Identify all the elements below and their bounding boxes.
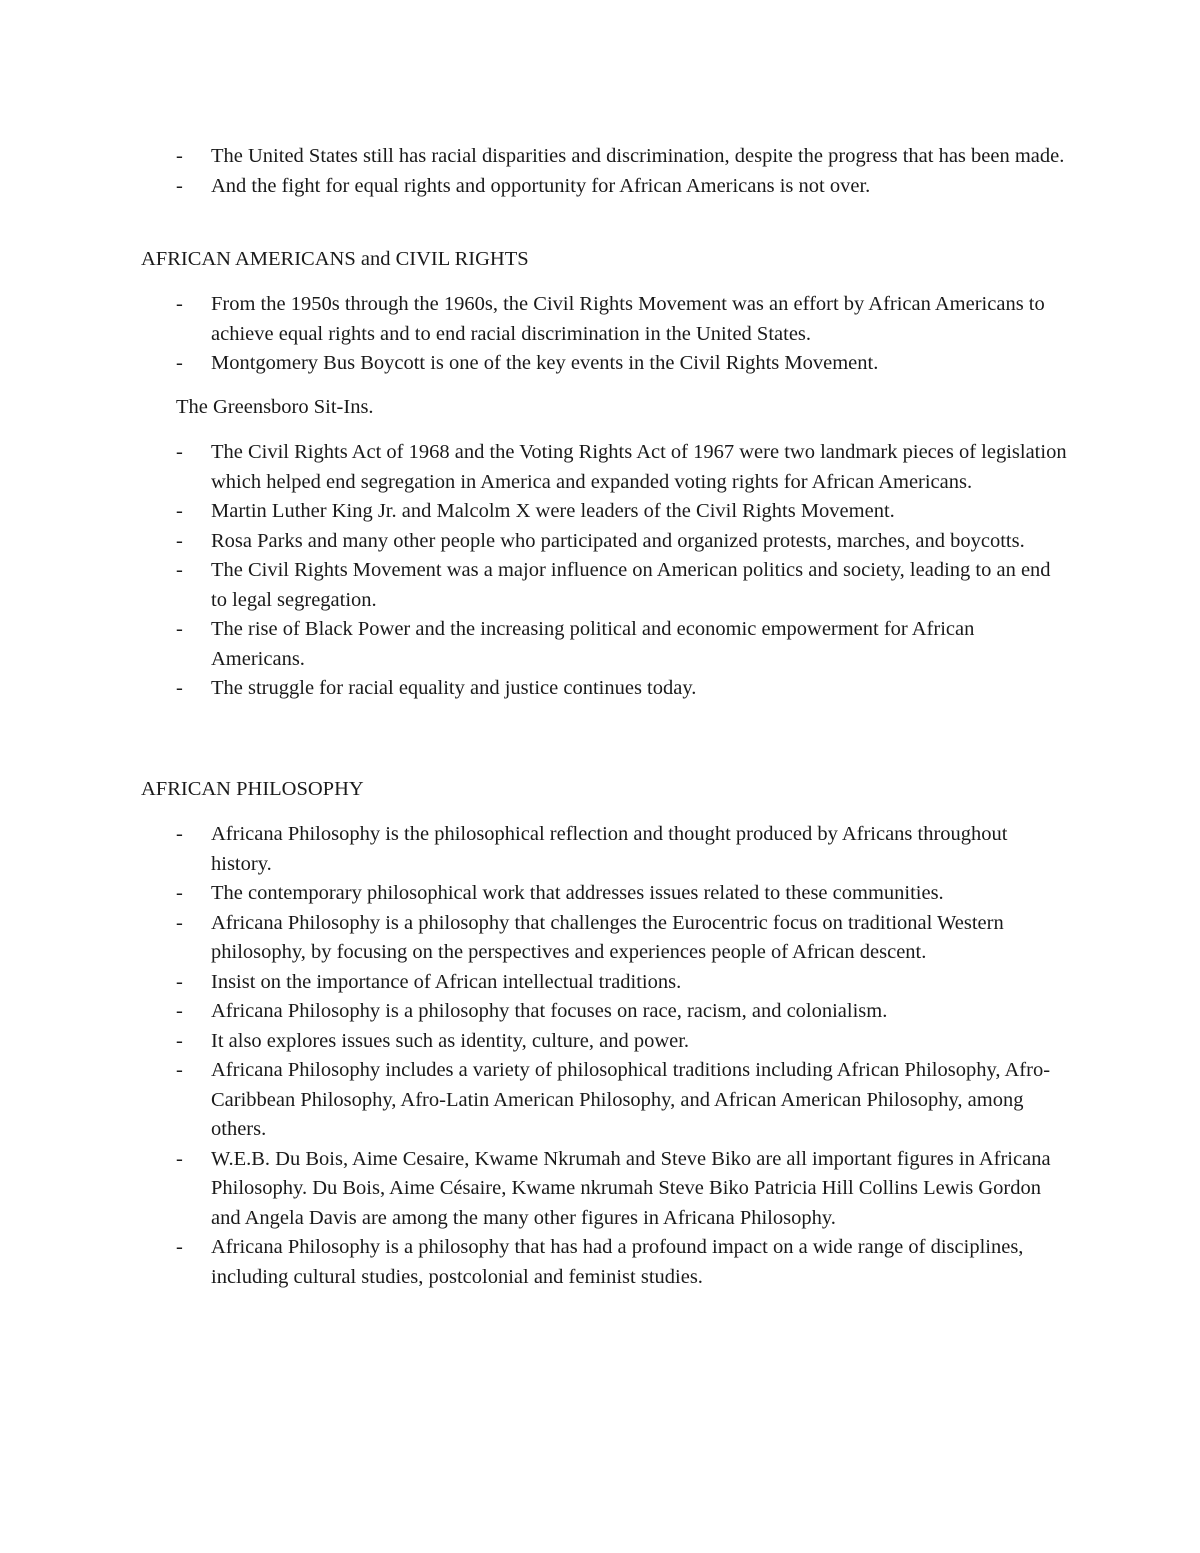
philosophy-bullet-list [0,820,1200,1292]
list-item-text: The rise of Black Power and the increasing political and economic empowerment for African Americans. [211,618,975,670]
bullet-dash: - [176,559,183,581]
list-item-text: And the fight for equal rights and opportunity for African Americans is not over. [211,174,871,197]
list-item [0,438,1200,497]
section-heading-civil-rights: AFRICAN AMERICANS and CIVIL RIGHTS [141,248,529,270]
bullet-dash: - [176,174,183,197]
bullet-dash: - [176,823,183,845]
bullet-dash: - [176,1059,183,1081]
list-item-text: Africana Philosophy includes a variety of philosophical traditions including African Philosophy, Afro-Caribbean Philosophy, Afro-Latin American Philosophy, and African American Philosophy, among others. [211,1059,1051,1140]
list-item [0,615,1200,674]
list-item [0,290,1200,349]
bullet-dash: - [176,618,183,640]
list-item-text: Africana Philosophy is a philosophy that challenges the Eurocentric focus on traditional Western philosophy, by focusing on the perspectives and experiences people of African descent. [211,911,1004,963]
intro-bullet-list [0,142,1200,201]
bullet-dash: - [176,970,183,993]
list-item-text: From the 1950s through the 1960s, the Civil Rights Movement was an effort by African Americans to achieve equal rights and to end racial discrimination in the United States. [211,293,1045,345]
list-item-text: Martin Luther King Jr. and Malcolm X were leaders of the Civil Rights Movement. [211,500,895,522]
list-item-text: The struggle for racial equality and justice continues today. [211,677,697,699]
list-item [0,1145,1200,1234]
list-item [0,879,1200,909]
subheading-greensboro: The Greensboro Sit-Ins. [176,396,374,418]
list-item-text: The United States still has racial disparities and discrimination, despite the progress that has been made. [211,145,1065,167]
list-item [0,142,1200,172]
list-item [0,556,1200,615]
civil-rights-bullet-list-b [0,438,1200,704]
list-item-text: The Civil Rights Movement was a major influence on American politics and society, leading to an end to legal segregation. [211,559,1051,611]
list-item [0,1027,1200,1057]
section-heading-african-philosophy: AFRICAN PHILOSOPHY [141,778,364,800]
list-item [0,172,1200,202]
bullet-dash: - [176,529,183,552]
bullet-dash: - [176,1147,183,1170]
list-item-text: Africana Philosophy is the philosophical reflection and thought produced by Africans throughout history. [211,823,1008,875]
list-item-text: Africana Philosophy is a philosophy that focuses on race, racism, and colonialism. [211,1000,888,1022]
bullet-dash: - [176,145,183,167]
bullet-dash: - [176,293,183,315]
bullet-dash: - [176,1029,183,1052]
list-item-text: W.E.B. Du Bois, Aime Cesaire, Kwame Nkrumah and Steve Biko are all important figures in Africana Philosophy. Du Bois, Aime Césaire, Kwame nkrumah Steve Biko Patricia Hill Collins Lewis Gordon and Angela Davis are among the many other figures in Africana Philosophy. [211,1147,1051,1229]
bullet-dash: - [176,1236,183,1258]
list-item [0,349,1200,379]
list-item-text: The Civil Rights Act of 1968 and the Voting Rights Act of 1967 were two landmark pieces of legislation which helped end segregation in America and expanded voting rights for African Americans. [211,441,1067,493]
list-item [0,1233,1200,1292]
list-item [0,909,1200,968]
list-item [0,497,1200,527]
list-item-text: Rosa Parks and many other people who participated and organized protests, marches, and boycotts. [211,529,1025,552]
bullet-dash: - [176,441,183,463]
list-item [0,674,1200,704]
list-item [0,1056,1200,1145]
bullet-dash: - [176,500,183,522]
list-item-text: Insist on the importance of African intellectual traditions. [211,970,682,993]
list-item-text: It also explores issues such as identity, culture, and power. [211,1029,690,1052]
list-item-text: Africana Philosophy is a philosophy that has had a profound impact on a wide range of disciplines, including cultural studies, postcolonial and feminist studies. [211,1236,1024,1288]
list-item [0,527,1200,557]
bullet-dash: - [176,352,183,374]
list-item [0,997,1200,1027]
bullet-dash: - [176,882,183,904]
list-item-text: The contemporary philosophical work that addresses issues related to these communities. [211,882,944,904]
bullet-dash: - [176,911,183,934]
list-item [0,968,1200,998]
list-item-text: Montgomery Bus Boycott is one of the key events in the Civil Rights Movement. [211,352,879,374]
bullet-dash: - [176,1000,183,1022]
list-item [0,820,1200,879]
civil-rights-bullet-list-a [0,290,1200,379]
bullet-dash: - [176,677,183,699]
